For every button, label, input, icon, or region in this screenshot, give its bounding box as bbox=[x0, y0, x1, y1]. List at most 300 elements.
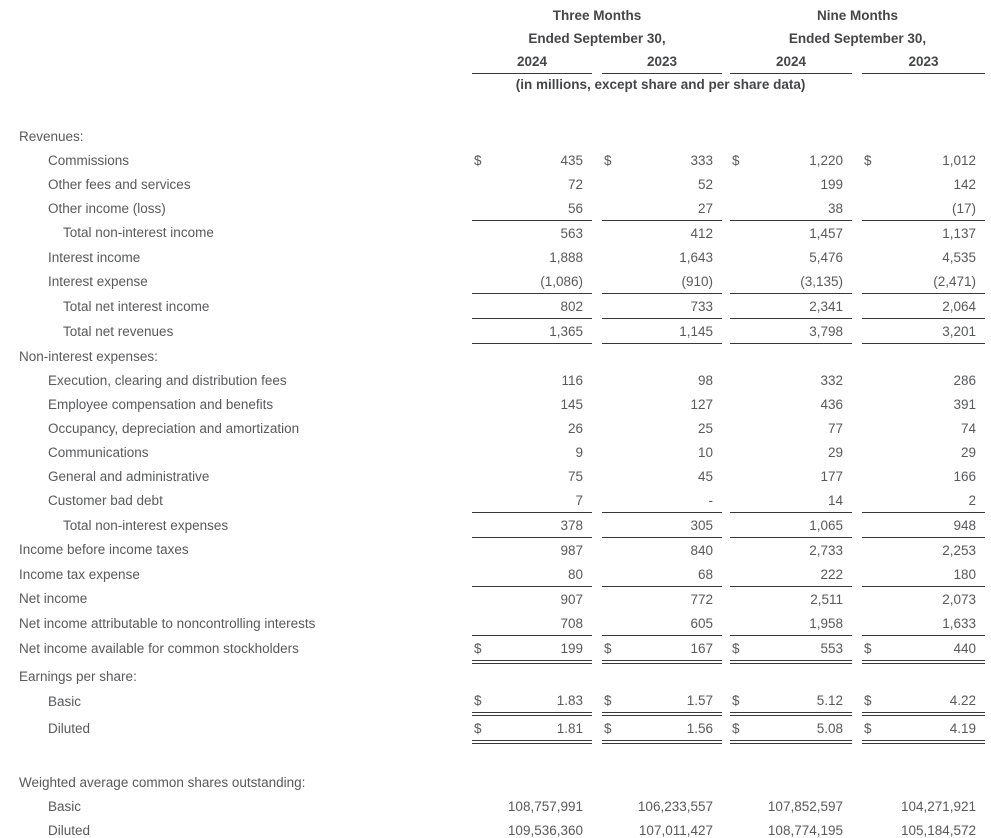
cell-value: 1.81 bbox=[492, 714, 592, 742]
currency-symbol bbox=[862, 440, 882, 464]
cell-value: 378 bbox=[492, 513, 592, 538]
column-gap bbox=[592, 269, 602, 294]
spacer-cell bbox=[722, 50, 730, 74]
column-gap bbox=[722, 172, 730, 196]
currency-symbol bbox=[862, 794, 882, 818]
table-header bbox=[18, 4, 985, 124]
row-label: Income before income taxes bbox=[19, 542, 189, 558]
section-label: Non-interest expenses: bbox=[19, 348, 158, 364]
currency-symbol bbox=[472, 440, 492, 464]
period-header-row bbox=[18, 4, 985, 27]
currency-symbol bbox=[472, 294, 492, 319]
currency-symbol bbox=[862, 538, 882, 563]
column-gap bbox=[852, 513, 862, 538]
year-header-9m-2023: 2023 bbox=[862, 50, 985, 74]
table-row bbox=[18, 392, 985, 416]
cell-value: 1,633 bbox=[882, 611, 985, 636]
cell-value: 1,145 bbox=[622, 319, 722, 344]
currency-symbol bbox=[602, 611, 622, 636]
cell-value: 38 bbox=[750, 196, 852, 221]
column-gap bbox=[592, 416, 602, 440]
column-gap bbox=[592, 513, 602, 538]
row-label: Total net interest income bbox=[63, 298, 210, 314]
period-header-three-months: Three Months bbox=[552, 8, 642, 23]
spacer-cell bbox=[18, 742, 985, 770]
cell-value: 2,733 bbox=[809, 542, 843, 558]
income-statement-table bbox=[18, 4, 985, 838]
cell-value: 1,888 bbox=[549, 249, 583, 265]
cell-value: 1,958 bbox=[750, 611, 852, 636]
currency-symbol bbox=[602, 269, 622, 294]
currency-symbol bbox=[730, 611, 750, 636]
cell-value: 4.19 bbox=[882, 714, 985, 742]
year-header-3m-2024: 2024 bbox=[472, 50, 592, 74]
currency-symbol bbox=[862, 196, 882, 221]
cell-value: 333 bbox=[690, 152, 713, 168]
column-gap bbox=[722, 538, 730, 563]
currency-symbol bbox=[730, 587, 750, 612]
cell-value: 108,757,991 bbox=[507, 798, 583, 814]
row-label: Interest expense bbox=[48, 273, 148, 289]
table-row bbox=[18, 818, 985, 838]
table-row bbox=[18, 587, 985, 612]
currency-symbol bbox=[602, 368, 622, 392]
currency-symbol bbox=[602, 221, 622, 246]
currency-symbol bbox=[730, 294, 750, 319]
column-gap bbox=[722, 319, 730, 344]
column-gap bbox=[592, 562, 602, 587]
header-gap-row bbox=[18, 94, 985, 124]
currency-symbol bbox=[472, 587, 492, 612]
currency-symbol bbox=[472, 319, 492, 344]
column-gap bbox=[592, 611, 602, 636]
currency-symbol: $ bbox=[472, 688, 492, 714]
cell-value: 2,064 bbox=[882, 294, 985, 319]
column-gap bbox=[592, 488, 602, 513]
cell-value: 2,341 bbox=[750, 294, 852, 319]
column-gap bbox=[722, 416, 730, 440]
cell-value: 1,643 bbox=[679, 249, 713, 265]
row-label: Total non-interest income bbox=[63, 225, 214, 241]
cell-value: 1.57 bbox=[622, 688, 722, 714]
column-gap bbox=[852, 319, 862, 344]
cell-value: 199 bbox=[820, 176, 843, 192]
cell-value: 109,536,360 bbox=[507, 822, 583, 838]
cell-value: 2,253 bbox=[942, 542, 977, 558]
cell-value: 907 bbox=[560, 591, 583, 607]
currency-symbol bbox=[602, 488, 622, 513]
row-label: Total net revenues bbox=[63, 323, 174, 339]
table-body bbox=[18, 124, 985, 838]
table-row bbox=[18, 344, 985, 369]
currency-symbol: $ bbox=[472, 636, 492, 663]
currency-symbol: $ bbox=[864, 152, 872, 168]
cell-value: 1,220 bbox=[809, 152, 843, 168]
cell-value: 177 bbox=[820, 468, 843, 484]
currency-symbol: $ bbox=[472, 714, 492, 742]
row-label: Commissions bbox=[48, 152, 130, 168]
table-row bbox=[18, 440, 985, 464]
currency-symbol: $ bbox=[604, 152, 612, 168]
row-label: Income tax expense bbox=[19, 566, 140, 582]
currency-symbol bbox=[862, 611, 882, 636]
column-gap bbox=[852, 818, 862, 838]
table-row bbox=[18, 269, 985, 294]
cell-value: 77 bbox=[827, 420, 843, 436]
cell-value: 3,201 bbox=[882, 319, 985, 344]
column-gap bbox=[722, 221, 730, 246]
cell-value: 80 bbox=[492, 562, 592, 587]
table-row bbox=[18, 416, 985, 440]
cell-value: 106,233,557 bbox=[637, 798, 713, 814]
currency-symbol: $ bbox=[730, 636, 750, 663]
column-gap bbox=[852, 440, 862, 464]
table-row bbox=[18, 770, 985, 794]
ended-date-nine-months: Ended September 30, bbox=[788, 31, 927, 46]
cell-value: - bbox=[622, 488, 722, 513]
column-gap bbox=[852, 562, 862, 587]
currency-symbol bbox=[602, 818, 622, 838]
currency-symbol: $ bbox=[474, 152, 482, 168]
column-gap bbox=[592, 221, 602, 246]
table-row bbox=[18, 221, 985, 246]
column-gap bbox=[852, 196, 862, 221]
column-gap bbox=[852, 714, 862, 742]
column-gap bbox=[852, 636, 862, 663]
column-gap bbox=[722, 392, 730, 416]
column-gap bbox=[852, 488, 862, 513]
currency-symbol bbox=[602, 294, 622, 319]
cell-value: 29 bbox=[827, 444, 843, 460]
cell-value: 4.22 bbox=[882, 688, 985, 714]
column-gap bbox=[852, 172, 862, 196]
cell-value: 5.08 bbox=[750, 714, 852, 742]
cell-value: 708 bbox=[492, 611, 592, 636]
currency-symbol bbox=[862, 269, 882, 294]
cell-value: 1.83 bbox=[492, 688, 592, 714]
column-gap bbox=[852, 148, 862, 172]
cell-value: 391 bbox=[953, 396, 977, 412]
cell-value: 45 bbox=[697, 468, 713, 484]
cell-value: 2,073 bbox=[942, 591, 977, 607]
currency-symbol bbox=[730, 488, 750, 513]
row-label: Basic bbox=[48, 798, 82, 814]
column-gap bbox=[722, 294, 730, 319]
table-row bbox=[18, 513, 985, 538]
ended-date-three-months: Ended September 30, bbox=[528, 31, 666, 46]
column-gap bbox=[592, 440, 602, 464]
currency-symbol bbox=[602, 392, 622, 416]
column-gap bbox=[592, 714, 602, 742]
cell-value: 563 bbox=[560, 225, 583, 241]
currency-symbol bbox=[730, 416, 750, 440]
column-gap bbox=[722, 368, 730, 392]
currency-symbol bbox=[602, 172, 622, 196]
table-row bbox=[18, 636, 985, 663]
cell-value: (910) bbox=[622, 269, 722, 294]
currency-symbol bbox=[730, 464, 750, 488]
row-label: Customer bad debt bbox=[48, 492, 163, 508]
column-gap bbox=[592, 196, 602, 221]
cell-value: 105,184,572 bbox=[900, 822, 977, 838]
row-label: Occupancy, depreciation and amortization bbox=[48, 420, 300, 436]
column-gap bbox=[592, 688, 602, 714]
currency-symbol: $ bbox=[862, 636, 882, 663]
column-gap bbox=[852, 294, 862, 319]
currency-symbol bbox=[472, 368, 492, 392]
cell-value: 29 bbox=[961, 444, 977, 460]
table-row bbox=[18, 794, 985, 818]
table-row bbox=[18, 611, 985, 636]
cell-value: 5.12 bbox=[750, 688, 852, 714]
currency-symbol bbox=[472, 562, 492, 587]
cell-value: 180 bbox=[882, 562, 985, 587]
cell-value: 1,012 bbox=[942, 152, 977, 168]
section-label: Revenues: bbox=[19, 128, 84, 144]
year-header-row bbox=[18, 50, 985, 74]
column-gap bbox=[722, 513, 730, 538]
currency-symbol bbox=[730, 269, 750, 294]
column-gap bbox=[852, 464, 862, 488]
currency-symbol: $ bbox=[602, 714, 622, 742]
column-gap bbox=[852, 587, 862, 612]
cell-value: 286 bbox=[953, 372, 977, 388]
currency-symbol bbox=[862, 587, 882, 612]
column-gap bbox=[722, 562, 730, 587]
column-gap bbox=[852, 611, 862, 636]
currency-symbol bbox=[862, 172, 882, 196]
column-gap bbox=[592, 464, 602, 488]
cell-value: 1,137 bbox=[942, 225, 977, 241]
currency-symbol bbox=[602, 464, 622, 488]
currency-symbol bbox=[602, 440, 622, 464]
column-gap bbox=[722, 636, 730, 663]
cell-value: (2,471) bbox=[882, 269, 985, 294]
column-gap bbox=[592, 794, 602, 818]
currency-symbol bbox=[472, 392, 492, 416]
table-row bbox=[18, 245, 985, 269]
currency-symbol bbox=[472, 416, 492, 440]
column-gap bbox=[592, 636, 602, 663]
row-label: Net income attributable to noncontrolling interests bbox=[19, 615, 316, 631]
currency-symbol bbox=[862, 464, 882, 488]
spacer-cell bbox=[852, 50, 862, 74]
table-row bbox=[18, 172, 985, 196]
column-gap bbox=[592, 148, 602, 172]
column-gap bbox=[722, 245, 730, 269]
currency-symbol bbox=[730, 513, 750, 538]
currency-symbol bbox=[862, 392, 882, 416]
spacer-cell bbox=[18, 94, 985, 124]
currency-symbol bbox=[730, 440, 750, 464]
table-row bbox=[18, 538, 985, 563]
table-row bbox=[18, 488, 985, 513]
cell-value: 145 bbox=[560, 396, 583, 412]
column-gap bbox=[722, 148, 730, 172]
spacer-cell bbox=[18, 74, 472, 95]
column-gap bbox=[592, 294, 602, 319]
currency-symbol bbox=[472, 245, 492, 269]
currency-symbol bbox=[730, 245, 750, 269]
row-label: Diluted bbox=[48, 822, 91, 838]
column-gap bbox=[592, 172, 602, 196]
currency-symbol bbox=[472, 172, 492, 196]
cell-value: 116 bbox=[561, 372, 583, 388]
cell-value: 108,774,195 bbox=[767, 822, 843, 838]
cell-value: 26 bbox=[567, 420, 583, 436]
column-gap bbox=[722, 818, 730, 838]
cell-value: 52 bbox=[697, 176, 713, 192]
currency-symbol bbox=[730, 818, 750, 838]
row-label: Other income (loss) bbox=[48, 200, 166, 216]
column-gap bbox=[852, 794, 862, 818]
row-label: Total non-interest expenses bbox=[63, 517, 229, 533]
cell-value: 10 bbox=[697, 444, 713, 460]
table-row bbox=[18, 688, 985, 714]
units-note: (in millions, except share and per share data) bbox=[515, 76, 806, 92]
row-label: Interest income bbox=[48, 249, 141, 265]
year-header-9m-2024: 2024 bbox=[730, 50, 852, 74]
column-gap bbox=[592, 245, 602, 269]
currency-symbol: $ bbox=[602, 636, 622, 663]
column-gap bbox=[852, 245, 862, 269]
column-gap bbox=[722, 464, 730, 488]
table-row bbox=[18, 148, 985, 172]
row-label: Employee compensation and benefits bbox=[48, 396, 274, 412]
row-label: General and administrative bbox=[48, 468, 210, 484]
column-gap bbox=[852, 221, 862, 246]
currency-symbol bbox=[862, 513, 882, 538]
column-gap bbox=[592, 392, 602, 416]
currency-symbol: $ bbox=[862, 714, 882, 742]
ended-header-row bbox=[18, 27, 985, 50]
cell-value: 5,476 bbox=[809, 249, 843, 265]
cell-value: 75 bbox=[567, 468, 583, 484]
spacer-cell bbox=[722, 4, 730, 27]
spacer-cell bbox=[18, 50, 472, 74]
currency-symbol bbox=[472, 221, 492, 246]
column-gap bbox=[722, 269, 730, 294]
cell-value: 107,011,427 bbox=[638, 822, 713, 838]
section-label: Earnings per share: bbox=[19, 668, 137, 684]
cell-value: 74 bbox=[961, 420, 977, 436]
column-gap bbox=[852, 269, 862, 294]
currency-symbol bbox=[472, 538, 492, 563]
table-row bbox=[18, 294, 985, 319]
column-gap bbox=[592, 368, 602, 392]
cell-value: 2,511 bbox=[810, 591, 843, 607]
column-gap bbox=[592, 587, 602, 612]
currency-symbol bbox=[602, 245, 622, 269]
cell-value: 142 bbox=[953, 176, 977, 192]
cell-value: 435 bbox=[560, 152, 583, 168]
row-label: Communications bbox=[48, 444, 149, 460]
currency-symbol bbox=[730, 221, 750, 246]
currency-symbol bbox=[602, 319, 622, 344]
currency-symbol bbox=[472, 513, 492, 538]
cell-value: 222 bbox=[750, 562, 852, 587]
spacer-cell bbox=[18, 27, 472, 50]
currency-symbol bbox=[730, 538, 750, 563]
cell-value: 9 bbox=[575, 444, 583, 460]
table-row bbox=[18, 124, 985, 148]
column-gap bbox=[852, 688, 862, 714]
currency-symbol bbox=[730, 319, 750, 344]
column-gap bbox=[592, 319, 602, 344]
cell-value: 167 bbox=[622, 636, 722, 663]
cell-value: (17) bbox=[882, 196, 985, 221]
currency-symbol bbox=[472, 269, 492, 294]
cell-value: 14 bbox=[750, 488, 852, 513]
currency-symbol bbox=[472, 611, 492, 636]
cell-value: 107,852,597 bbox=[767, 798, 843, 814]
currency-symbol bbox=[862, 416, 882, 440]
cell-value: 305 bbox=[622, 513, 722, 538]
currency-symbol bbox=[602, 794, 622, 818]
cell-value: 436 bbox=[820, 396, 843, 412]
cell-value: 104,271,921 bbox=[900, 798, 977, 814]
cell-value: 440 bbox=[882, 636, 985, 663]
currency-symbol bbox=[472, 794, 492, 818]
cell-value: 840 bbox=[690, 542, 713, 558]
cell-value: 733 bbox=[622, 294, 722, 319]
units-row bbox=[18, 74, 985, 95]
cell-value: 412 bbox=[690, 225, 713, 241]
cell-value: 4,535 bbox=[942, 249, 977, 265]
period-header-nine-months: Nine Months bbox=[817, 8, 899, 23]
currency-symbol: $ bbox=[602, 688, 622, 714]
column-gap bbox=[722, 587, 730, 612]
currency-symbol bbox=[862, 319, 882, 344]
row-label: Basic bbox=[48, 693, 82, 709]
cell-value: (1,086) bbox=[492, 269, 592, 294]
year-header-3m-2023: 2023 bbox=[602, 50, 722, 74]
currency-symbol bbox=[730, 172, 750, 196]
cell-value: 3,798 bbox=[750, 319, 852, 344]
cell-value: 72 bbox=[567, 176, 583, 192]
currency-symbol bbox=[862, 818, 882, 838]
table-row bbox=[18, 319, 985, 344]
row-label: Net income bbox=[19, 591, 88, 607]
currency-symbol bbox=[602, 416, 622, 440]
table-row bbox=[18, 562, 985, 587]
currency-symbol bbox=[862, 245, 882, 269]
table-row bbox=[18, 368, 985, 392]
currency-symbol bbox=[472, 488, 492, 513]
column-gap bbox=[852, 416, 862, 440]
row-label: Net income available for common stockholders bbox=[19, 641, 299, 657]
cell-value: 199 bbox=[492, 636, 592, 663]
spacer-cell bbox=[722, 27, 730, 50]
spacer-row bbox=[18, 742, 985, 770]
currency-symbol bbox=[602, 513, 622, 538]
cell-value: 127 bbox=[690, 396, 713, 412]
column-gap bbox=[592, 818, 602, 838]
cell-value: 7 bbox=[492, 488, 592, 513]
currency-symbol bbox=[730, 392, 750, 416]
currency-symbol: $ bbox=[732, 152, 740, 168]
cell-value: 2 bbox=[882, 488, 985, 513]
cell-value: 802 bbox=[492, 294, 592, 319]
currency-symbol: $ bbox=[730, 688, 750, 714]
cell-value: 772 bbox=[690, 591, 713, 607]
cell-value: 553 bbox=[750, 636, 852, 663]
currency-symbol bbox=[602, 196, 622, 221]
cell-value: 27 bbox=[622, 196, 722, 221]
currency-symbol: $ bbox=[730, 714, 750, 742]
currency-symbol bbox=[472, 818, 492, 838]
cell-value: 166 bbox=[953, 468, 977, 484]
